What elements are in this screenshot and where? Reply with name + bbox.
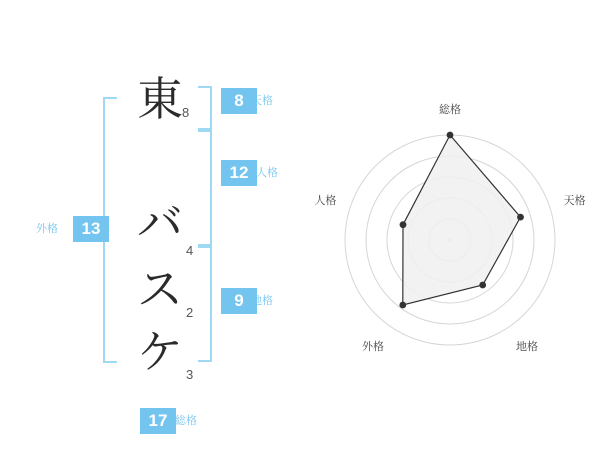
jinkaku-bracket xyxy=(198,130,212,246)
tenkaku-bracket xyxy=(198,86,212,130)
stroke-count-4: 3 xyxy=(186,367,194,382)
stroke-count-3: 2 xyxy=(186,305,194,320)
score-label-soukaku: 総格 xyxy=(175,415,197,427)
axis-label-jinkaku: 人格 xyxy=(314,194,337,207)
name-stroke-panel xyxy=(0,0,300,470)
name-character-3: ス xyxy=(137,264,183,315)
axis-label-soukaku: 総格 xyxy=(439,104,461,116)
radar-chart xyxy=(300,0,600,470)
stroke-count-1: 8 xyxy=(182,105,190,120)
score-badge-soukaku: 17 xyxy=(140,408,176,434)
axis-label-chikaku: 地格 xyxy=(515,340,538,353)
name-character-2: バ xyxy=(137,198,183,249)
stroke-count-2: 4 xyxy=(186,243,194,258)
radar-series xyxy=(399,132,524,309)
score-label-chikaku: 地格 xyxy=(251,295,273,307)
axis-label-gaikaku: 外格 xyxy=(362,340,384,353)
name-character-1: 東 xyxy=(137,74,183,125)
score-badge-jinkaku: 12 xyxy=(221,160,257,186)
name-character-4: ケ xyxy=(137,327,183,378)
score-badge-tenkaku: 8 xyxy=(221,88,257,114)
score-label-outer: 外格 xyxy=(36,223,58,235)
axis-label-tenkaku: 天格 xyxy=(563,194,586,207)
chikaku-bracket xyxy=(198,246,212,362)
score-label-jinkaku: 人格 xyxy=(256,167,278,179)
score-label-tenkaku: 天格 xyxy=(251,95,273,107)
radar-chart-svg xyxy=(300,0,600,470)
score-badge-outer: 13 xyxy=(73,216,109,242)
score-badge-chikaku: 9 xyxy=(221,288,257,314)
